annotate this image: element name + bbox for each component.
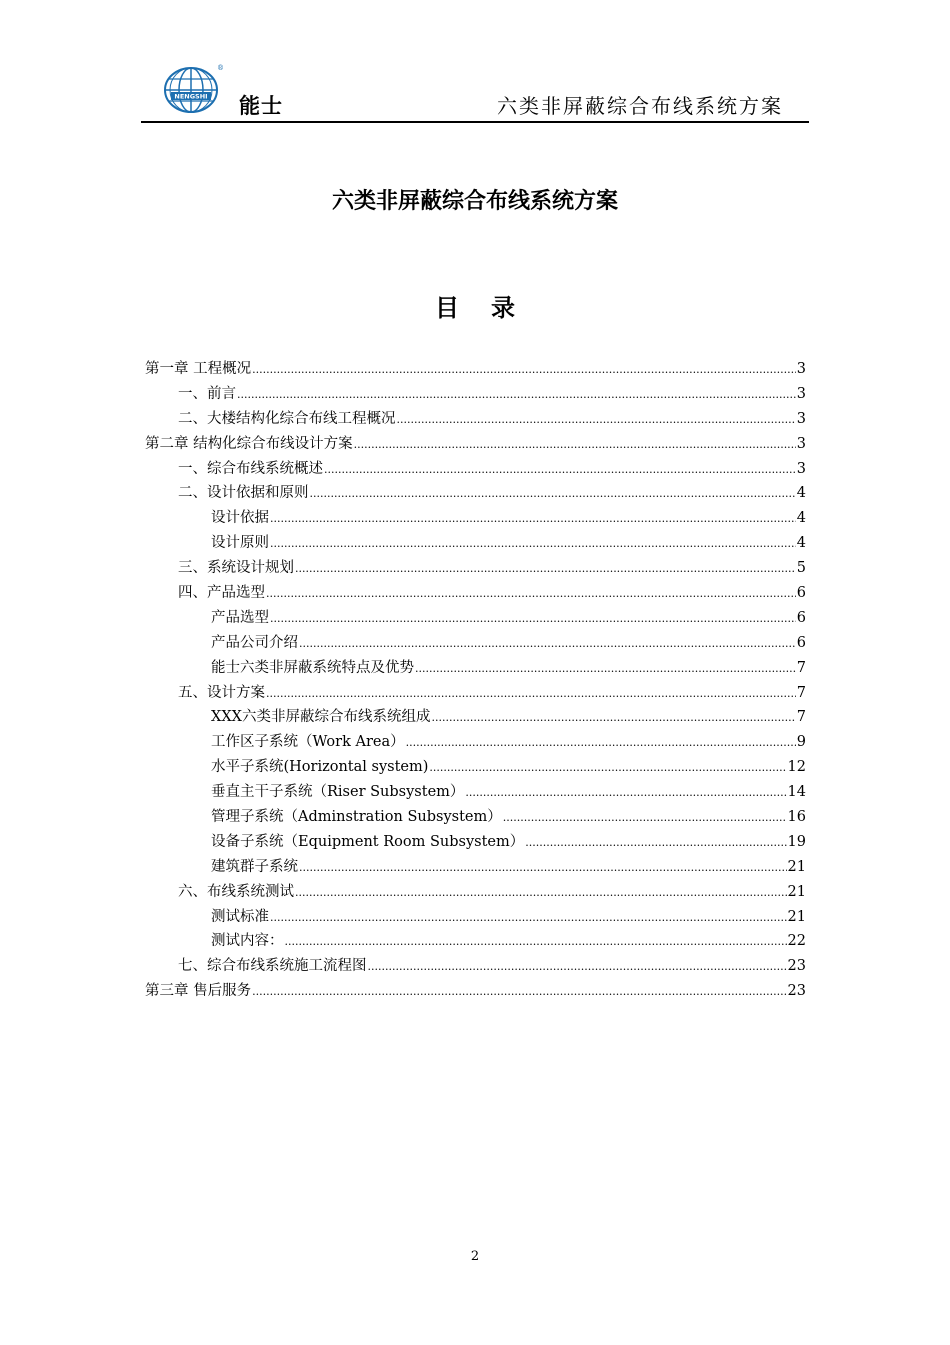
toc-entry-title: 管理子系统（Adminstration Subsystem）: [211, 809, 502, 826]
page-number: 2: [470, 1249, 480, 1264]
header-divider: [141, 121, 809, 123]
toc-entry[interactable]: [145, 581, 806, 606]
toc-entry-title: 第一章 工程概况: [145, 361, 252, 377]
toc-dot-leader: [406, 731, 796, 756]
toc-dot-leader: [299, 856, 787, 881]
toc-heading: 目录: [435, 294, 547, 322]
toc-dot-leader: [415, 657, 796, 682]
toc-entry-page: 4: [796, 510, 806, 527]
toc-entry[interactable]: [145, 830, 806, 855]
toc-entry-title: 二、大楼结构化综合布线工程概况: [178, 410, 396, 427]
toc-entry-title: 水平子系统(Horizontal system): [211, 759, 429, 776]
toc-entry-page: 4: [796, 485, 806, 502]
toc-entry-title: 七、综合布线系统施工流程图: [178, 958, 367, 975]
toc-dot-leader: [285, 930, 787, 955]
toc-entry[interactable]: [145, 506, 806, 531]
toc-entry[interactable]: [145, 631, 806, 656]
toc-entry-page: 3: [796, 361, 806, 377]
document-title: 六类非屏蔽综合布线系统方案: [331, 189, 618, 214]
toc-entry-title: 设备子系统（Equipment Room Subsystem）: [211, 833, 525, 850]
toc-entry[interactable]: [145, 929, 806, 954]
toc-entry-title: 能士六类非屏蔽系统特点及优势: [211, 659, 414, 676]
toc-dot-leader: [429, 756, 786, 781]
toc-entry[interactable]: [145, 880, 806, 905]
toc-entry-page: 3: [796, 460, 806, 477]
toc-entry-page: 12: [787, 759, 806, 776]
toc-entry-title: 四、产品选型: [178, 585, 265, 602]
toc-dot-leader: [431, 706, 795, 731]
toc-entry-title: 测试内容：: [211, 933, 284, 950]
toc-entry-title: 测试标准: [211, 908, 269, 925]
toc-dot-leader: [465, 781, 786, 806]
toc-entry-title: 第三章 售后服务: [145, 983, 252, 1000]
toc-entry[interactable]: [145, 954, 806, 979]
toc-entry[interactable]: [145, 905, 806, 930]
toc-entry-page: 16: [787, 809, 806, 826]
toc-entry-title: 二、设计依据和原则: [178, 485, 309, 502]
toc-dot-leader: [266, 582, 796, 607]
toc-entry-page: 7: [796, 709, 806, 726]
toc-entry-page: 7: [796, 684, 806, 701]
toc-dot-leader: [266, 682, 796, 707]
toc-entry-page: 19: [787, 833, 806, 850]
toc-entry[interactable]: [145, 481, 806, 506]
toc-dot-leader: [368, 955, 787, 980]
toc-dot-leader: [270, 507, 796, 532]
toc-entry-page: 23: [787, 983, 806, 1000]
toc-entry-page: 22: [787, 933, 806, 950]
toc-entry-title: 一、前言: [178, 385, 236, 402]
toc-entry-page: 7: [796, 659, 806, 676]
toc-dot-leader: [503, 806, 787, 831]
toc-dot-leader: [525, 831, 786, 856]
toc-entry-page: 3: [796, 410, 806, 427]
toc-entry-page: 4: [796, 535, 806, 552]
toc-dot-leader: [270, 532, 796, 557]
toc-entry-title: 产品公司介绍: [211, 634, 298, 651]
toc-entry-title: 产品选型: [211, 609, 269, 626]
toc-entry[interactable]: [145, 705, 806, 730]
toc-entry-title: 设计原则: [211, 535, 269, 552]
toc-entry[interactable]: [145, 755, 806, 780]
toc-entry-page: 21: [787, 908, 806, 925]
toc-entry[interactable]: [145, 681, 806, 706]
toc-entry[interactable]: [145, 382, 806, 407]
toc-entry[interactable]: [145, 780, 806, 805]
toc-entry[interactable]: [145, 855, 806, 880]
toc-entry-page: 21: [787, 858, 806, 875]
toc-entry[interactable]: [145, 606, 806, 631]
toc-dot-leader: [299, 632, 796, 657]
toc-entry-page: 14: [787, 784, 806, 801]
toc-dot-leader: [270, 607, 796, 632]
toc-dot-leader: [354, 433, 796, 458]
toc-entry[interactable]: [145, 407, 806, 432]
toc-entry-page: 23: [787, 958, 806, 975]
toc-entry[interactable]: [145, 805, 806, 830]
toc-entry-title: 工作区子系统（Work Area）: [211, 734, 405, 751]
toc-entry-page: 9: [796, 734, 806, 751]
toc-entry[interactable]: [145, 730, 806, 755]
toc-entry[interactable]: [145, 457, 806, 482]
toc-entry[interactable]: [145, 357, 806, 382]
table-of-contents: [145, 357, 806, 1004]
toc-entry[interactable]: [145, 432, 806, 457]
toc-dot-leader: [237, 383, 796, 408]
toc-entry[interactable]: [145, 531, 806, 556]
toc-entry-page: 6: [796, 585, 806, 602]
toc-entry-page: 21: [787, 883, 806, 900]
toc-entry-title: 三、系统设计规划: [178, 560, 294, 577]
toc-entry-title: 一、综合布线系统概述: [178, 460, 323, 477]
toc-entry-page: 5: [796, 560, 806, 577]
toc-dot-leader: [295, 557, 796, 582]
header-document-title: 六类非屏蔽综合布线系统方案: [497, 94, 783, 118]
toc-entry-page: 3: [796, 435, 806, 452]
toc-entry-title: 五、设计方案: [178, 684, 265, 701]
toc-entry-title: 设计依据: [211, 510, 269, 527]
toc-dot-leader: [252, 980, 786, 1005]
toc-entry-page: 6: [796, 634, 806, 651]
registered-mark: ®: [217, 64, 224, 72]
toc-dot-leader: [295, 881, 787, 906]
toc-entry-page: 3: [796, 385, 806, 402]
toc-entry-title: 第二章 结构化综合布线设计方案: [145, 435, 353, 452]
toc-dot-leader: [270, 906, 787, 931]
toc-entry[interactable]: [145, 979, 806, 1004]
nengshi-globe-logo-icon: [163, 66, 223, 116]
brand-name: 能士: [239, 94, 283, 118]
toc-entry-title: XXX六类非屏蔽综合布线系统组成: [211, 709, 431, 726]
toc-entry-title: 建筑群子系统: [211, 858, 298, 875]
toc-dot-leader: [252, 358, 796, 383]
toc-dot-leader: [310, 482, 796, 507]
toc-entry-title: 垂直主干子系统（Riser Subsystem）: [211, 784, 465, 801]
toc-dot-leader: [397, 408, 796, 433]
toc-entry[interactable]: [145, 656, 806, 681]
toc-entry[interactable]: [145, 556, 806, 581]
logo-wordmark: NENGSHI: [174, 92, 208, 101]
toc-entry-page: 6: [796, 609, 806, 626]
page-header: [141, 62, 809, 122]
toc-entry-title: 六、布线系统测试: [178, 883, 294, 900]
toc-dot-leader: [324, 458, 796, 483]
